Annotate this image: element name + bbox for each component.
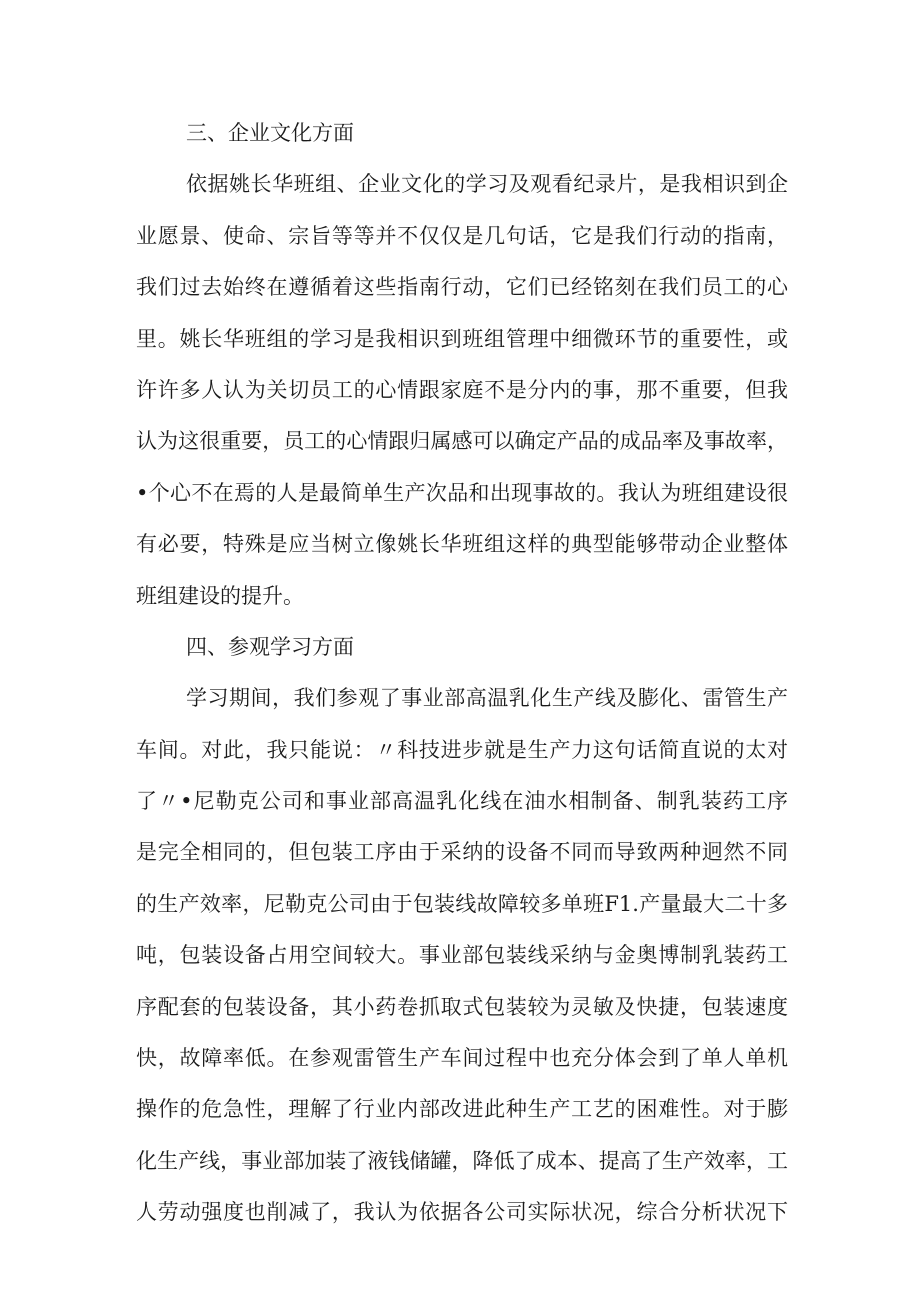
section-heading-culture: 三、企业文化方面 [186, 121, 354, 145]
paragraph-line: 我们过去始终在遵循着这些指南行动，它们已经铭刻在我们员工的心 [136, 275, 788, 300]
paragraph-line: 认为这很重要，员工的心情跟归属感可以确定产品的成品率及事故率， [136, 429, 788, 454]
paragraph-line: •个心不在焉的人是最简单生产次品和出现事故的。我认为班组建设很 [136, 480, 788, 505]
paragraph-line: 吨，包装设备占用空间较大。事业部包装线采纳与金奥博制乳装药工 [136, 943, 788, 968]
paragraph-line: 班组建设的提升。 [136, 583, 304, 608]
paragraph-line: 人劳动强度也削减了，我认为依据各公司实际状况，综合分析状况下 [136, 1200, 788, 1225]
paragraph-line: 许许多人认为关切员工的心情跟家庭不是分内的事，那不重要，但我 [136, 377, 788, 402]
paragraph-line: 里。姚长华班组的学习是我相识到班组管理中细微环节的重要性，或 [136, 326, 788, 351]
paragraph-line: 化生产线，事业部加装了液钱储罐，降低了成本、提高了生产效率，工 [136, 1148, 788, 1173]
paragraph-line: 业愿景、使命、宗旨等等并不仅仅是几句话，它是我们行动的指南， [136, 223, 788, 248]
paragraph-line: 学习期间，我们参观了事业部高温乳化生产线及膨化、雷管生产 [186, 686, 788, 711]
paragraph-line: 序配套的包装设备，其小药卷抓取式包装较为灵敏及快捷，包装速度 [136, 994, 788, 1019]
paragraph-line: 依据姚长华班组、企业文化的学习及观看纪录片，是我相识到企 [186, 172, 788, 197]
section-heading-visit: 四、参观学习方面 [186, 634, 354, 659]
paragraph-line: 快，故障率低。在参观雷管生产车间过程中也充分体会到了单人单机 [136, 1046, 788, 1071]
paragraph-line: 的生产效率，尼勒克公司由于包装线故障较多单班F1.产量最大二十多 [136, 891, 788, 916]
paragraph-line: 是完全相同的，但包装工序由于采纳的设备不同而导致两种迥然不同 [136, 840, 788, 865]
paragraph-line: 操作的危急性，理解了行业内部改进此种生产工艺的困难性。对于膨 [136, 1097, 788, 1122]
paragraph-line: 车间。对此，我只能说：〃科技进步就是生产力这句话简直说的太对 [136, 737, 788, 762]
paragraph-line: 了〃•尼勒克公司和事业部高温乳化线在油水相制备、制乳装药工序 [136, 789, 788, 814]
document-body [136, 108, 788, 1239]
paragraph-line: 有必要，特殊是应当树立像姚长华班组这样的典型能够带动企业整体 [136, 532, 788, 557]
